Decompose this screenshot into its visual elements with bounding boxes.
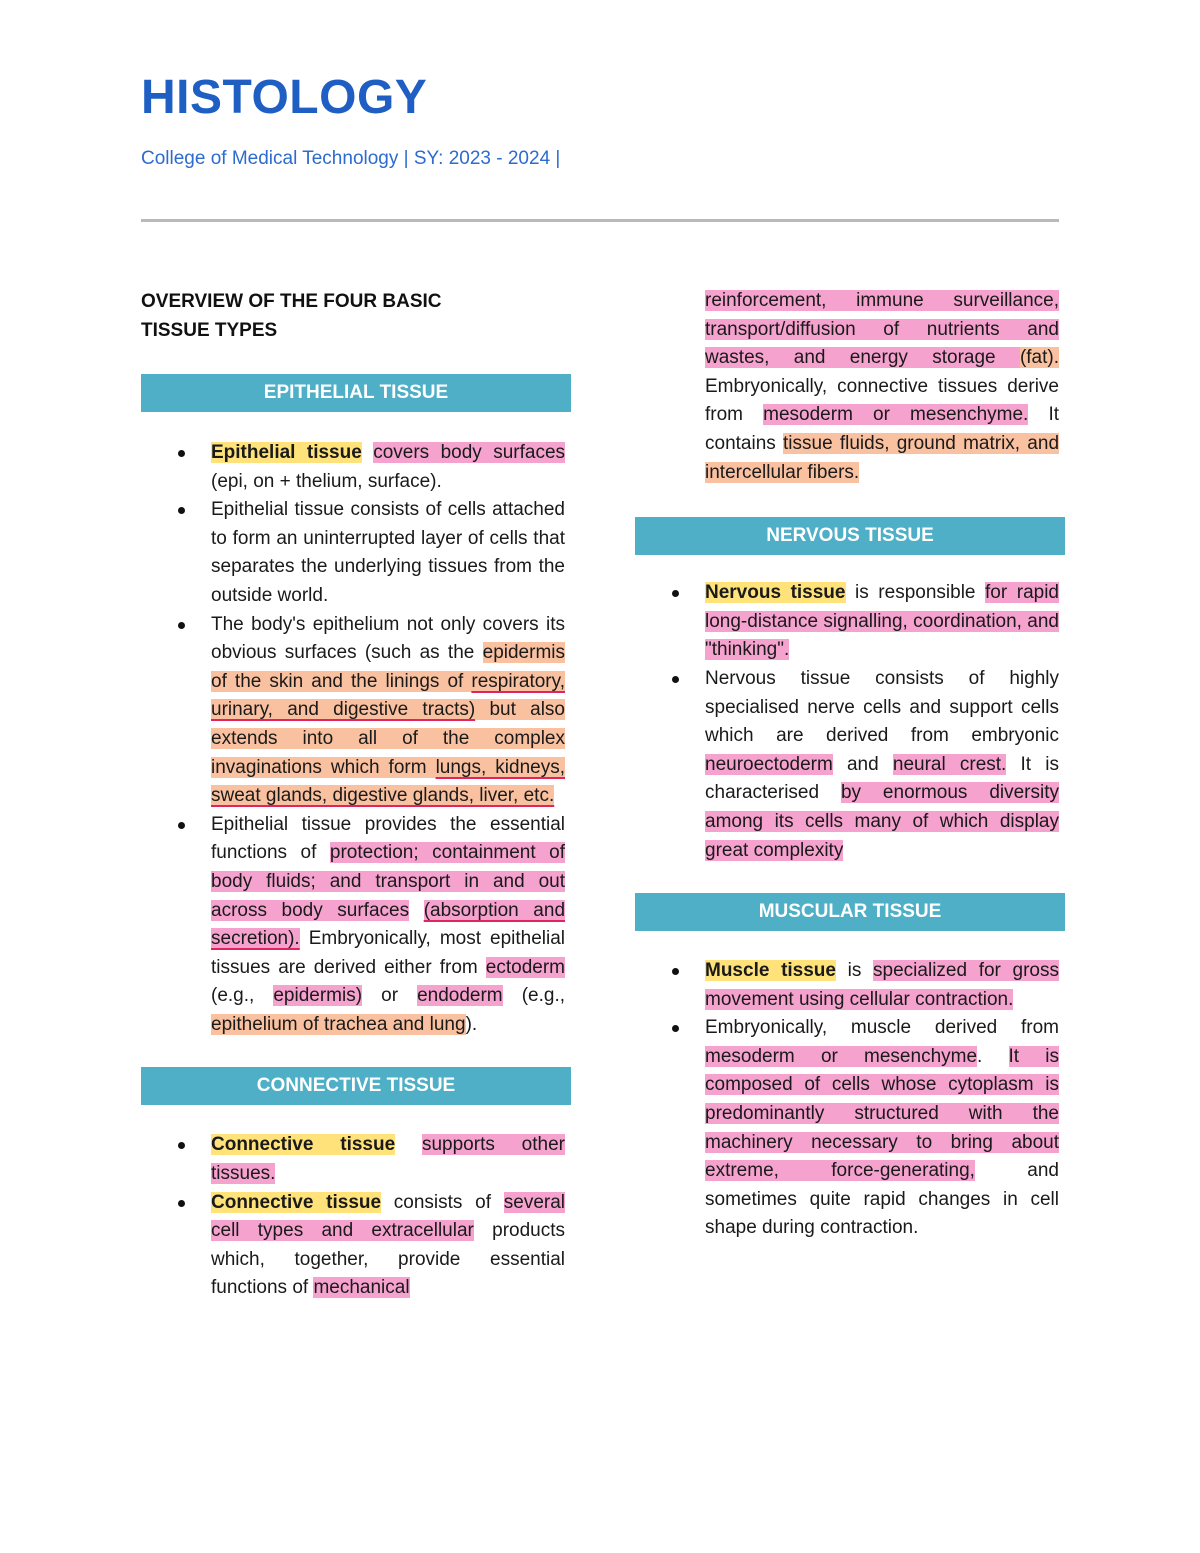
- highlight-orange: (fat).: [1019, 347, 1059, 369]
- highlight-pink: protection; containment of body fluids; and transport in and out across body surfaces: [211, 842, 565, 921]
- list-item: Connective tissue consists of several cell types and extracellular products which, together, provide essential functions of mechanical: [141, 1189, 571, 1303]
- header-divider: [141, 219, 1059, 222]
- section-header-nervous: NERVOUS TISSUE: [635, 517, 1065, 555]
- list-item: Muscle tissue is specialized for gross movement using cellular contraction.: [635, 957, 1065, 1014]
- highlight-pink: by enormous diversity among its cells many of which display great complexity: [705, 782, 1060, 861]
- highlight-orange: tissue fluids, ground matrix, and intercellular fibers.: [705, 432, 1060, 483]
- connective-list: [141, 1131, 571, 1303]
- list-item: Epithelial tissue provides the essential functions of protection; containment of body fluids; and transport in and out across body surfaces (absorption and secretion). Embryonically, most epithelial tissues are derived either from ectoderm (e.g., epidermis) or endoderm (e.g., epithelium of trachea and lung).: [141, 811, 571, 1040]
- document-title: HISTOLOGY: [141, 71, 428, 124]
- left-column: [141, 287, 571, 1303]
- muscular-list: [635, 957, 1065, 1243]
- list-item: [141, 1131, 571, 1188]
- highlight-term: Muscle tissue: [705, 960, 836, 982]
- highlight-pink: reinforcement, immune surveillance, transport/diffusion of nutrients and wastes, and energy storage: [705, 290, 1059, 369]
- highlight-pink: covers body surfaces: [373, 442, 566, 463]
- highlight-term: Connective tissue: [211, 1191, 382, 1213]
- list-item: Nervous tissue is responsible for rapid long-distance signalling, coordination, and "thinking".: [635, 579, 1065, 665]
- highlight-pink: mesoderm or mesenchyme: [705, 1045, 978, 1067]
- list-item: Epithelial tissue consists of cells attached to form an uninterrupted layer of cells that separates the underlying tissues from the outside world.: [141, 496, 571, 610]
- epithelial-list: [141, 439, 571, 1039]
- list-item: Epithelial tissue covers body surfaces (epi, on + thelium, surface).: [141, 439, 571, 496]
- highlight-pink: mesoderm or mesenchyme.: [763, 404, 1029, 426]
- highlight-pink: supports other tissues.: [211, 1134, 565, 1185]
- highlight-orange-underlined: lungs, kidneys, sweat glands, digestive glands, liver, etc.: [211, 756, 565, 807]
- right-column: [635, 287, 1065, 1243]
- highlight-pink: epidermis): [273, 985, 363, 1007]
- highlight-pink: neuroectoderm: [705, 753, 833, 775]
- list-item: Embryonically, muscle derived from mesoderm or mesenchyme. It is composed of cells whose cytoplasm is predominantly structured with the machinery necessary to bring about extreme, force-generating, and sometimes quite rapid changes in cell shape during contraction.: [635, 1014, 1065, 1243]
- highlight-term: Nervous tissue: [705, 582, 846, 604]
- highlight-pink: specialized for gross movement using cellular contraction.: [705, 960, 1059, 1010]
- highlight-orange-underlined: respiratory, urinary, and digestive tracts): [211, 670, 565, 721]
- highlight-orange: epidermis of the skin and the linings of: [211, 642, 565, 692]
- list-item: The body's epithelium not only covers its obvious surfaces (such as the epidermis of the skin and the linings of respiratory, urinary, and digestive tracts) but also extends into all of the complex invaginations which form lungs, kidneys, sweat glands, digestive glands, liver, etc.: [141, 611, 571, 811]
- highlight-pink: for rapid long-distance signalling, coordination, and "thinking".: [705, 582, 1059, 661]
- overview-heading: OVERVIEW OF THE FOUR BASIC TISSUE TYPES: [141, 291, 442, 341]
- highlight-pink-underlined: (absorption and secretion).: [211, 899, 566, 950]
- highlight-orange: epithelium of trachea and lung: [211, 1013, 466, 1035]
- highlight-pink: It is composed of cells whose cytoplasm is predominantly structured with the machinery necessary to bring about extreme, force-generating,: [705, 1045, 1059, 1182]
- highlight-pink: ectoderm: [485, 956, 565, 978]
- highlight-orange: but also extends into all of the complex invaginations which form: [211, 699, 565, 778]
- section-header-connective: CONNECTIVE TISSUE: [141, 1067, 571, 1105]
- list-item: Nervous tissue consists of highly specialised nerve cells and support cells which are derived from embryonic neuroectoderm and neural crest. It is characterised by enormous diversity among its cells many of which display great complexity: [635, 665, 1065, 865]
- nervous-list: [635, 579, 1065, 865]
- section-header-muscular: MUSCULAR TISSUE: [635, 893, 1065, 931]
- highlight-pink: endoderm: [417, 985, 503, 1007]
- document-subtitle: College of Medical Technology | SY: 2023 - 2024 |: [141, 148, 561, 169]
- section-header-epithelial: EPITHELIAL TISSUE: [141, 374, 571, 412]
- highlight-pink: neural crest.: [892, 753, 1007, 775]
- highlight-pink: several cell types and extracellular: [211, 1191, 565, 1242]
- highlight-pink: mechanical: [313, 1277, 410, 1299]
- highlight-term: Connective tissue: [211, 1134, 396, 1156]
- highlight-term: Epithelial tissue: [211, 442, 362, 463]
- connective-continuation: reinforcement, immune surveillance, transport/diffusion of nutrients and wastes, and energy storage (fat). Embryonically, connective tissues derive from mesoderm or mesenchyme. It contains tissue fluids, ground matrix, and intercellular fibers.: [705, 290, 1060, 483]
